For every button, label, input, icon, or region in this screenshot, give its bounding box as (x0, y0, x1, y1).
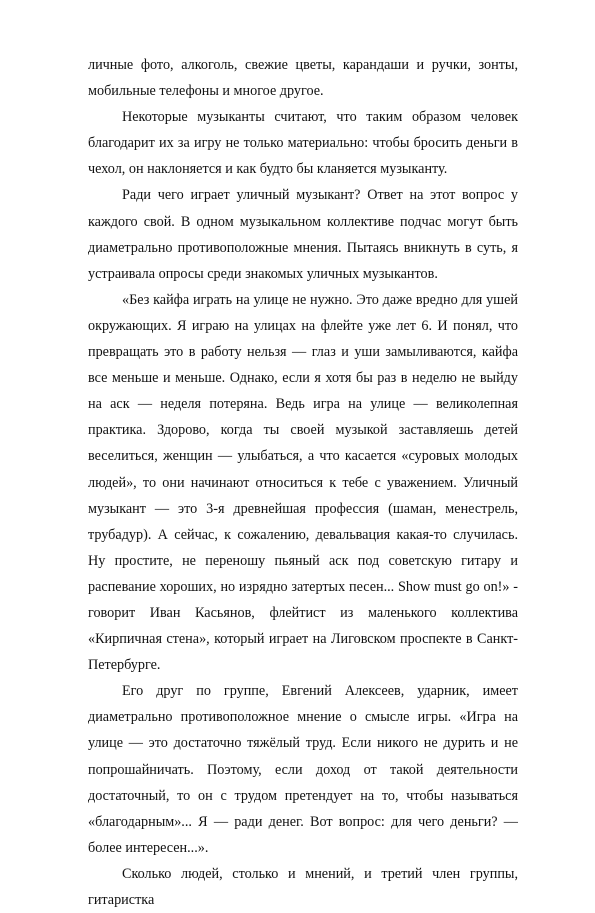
paragraph-gratitude: Некоторые музыканты считают, что таким образом человек благодарит их за игру не только материально: чтобы бросить деньги в чехол, он наклоняется и как будто бы кланяется музыканту. (88, 109, 518, 178)
paragraph-quote-evgeny: Его друг по группе, Евгений Алексеев, ударник, имеет диаметрально противоположное мнение о смысле игры. «Игра на улице — это достаточно тяжёлый труд. Если никого не дурить и не попрошайничать. Поэтому, если доход от такой деятельности достаточный, то он с трудом претендует на то, чтобы называться «благодарным»... Я — ради денег. Вот вопрос: для чего деньги? — более интересен...». (88, 683, 518, 856)
paragraph-third-member: Сколько людей, столько и мнений, и третий член группы, гитаристка (88, 865, 518, 908)
body-text (88, 52, 518, 913)
paragraph-continuation: личные фото, алкоголь, свежие цветы, карандаши и ручки, зонты, мобильные телефоны и многое другое. (88, 57, 518, 100)
paragraph-quote-ivan: «Без кайфа играть на улице не нужно. Это даже вредно для ушей окружающих. Я играю на улицах на флейте уже лет 6. И понял, что превращать это в работу нельзя — глаз и уши замыливаются, кайфа все меньше и меньше. Однако, если я хотя бы раз в неделю не выйду на аск — неделя потеряна. Ведь игра на улице — великолепная практика. Здорово, когда ты своей музыкой заставляешь детей веселиться, женщин — улыбаться, а что касается «суровых молодых людей», то они начинают относиться к тебе с уважением. Уличный музыкант — это 3-я древнейшая профессия (шаман, менестрель, трубадур). А сейчас, к сожалению, девальвация какая-то случилась. Ну простите, не переношу пьяный аск под советскую гитару и распевание хороших, но изрядно затертых песен... Show must go on!» - говорит Иван Касьянов, флейтист из маленького коллектива «Кирпичная стена», который играет на Лиговском проспекте в Санкт-Петербурге. (88, 291, 518, 674)
paragraph-question: Ради чего играет уличный музыкант? Ответ на этот вопрос у каждого свой. В одном музыкальном коллективе подчас могут быть диаметрально противоположные мнения. Пытаясь вникнуть в суть, я устраивала опросы среди знакомых уличных музыкантов. (88, 187, 518, 282)
